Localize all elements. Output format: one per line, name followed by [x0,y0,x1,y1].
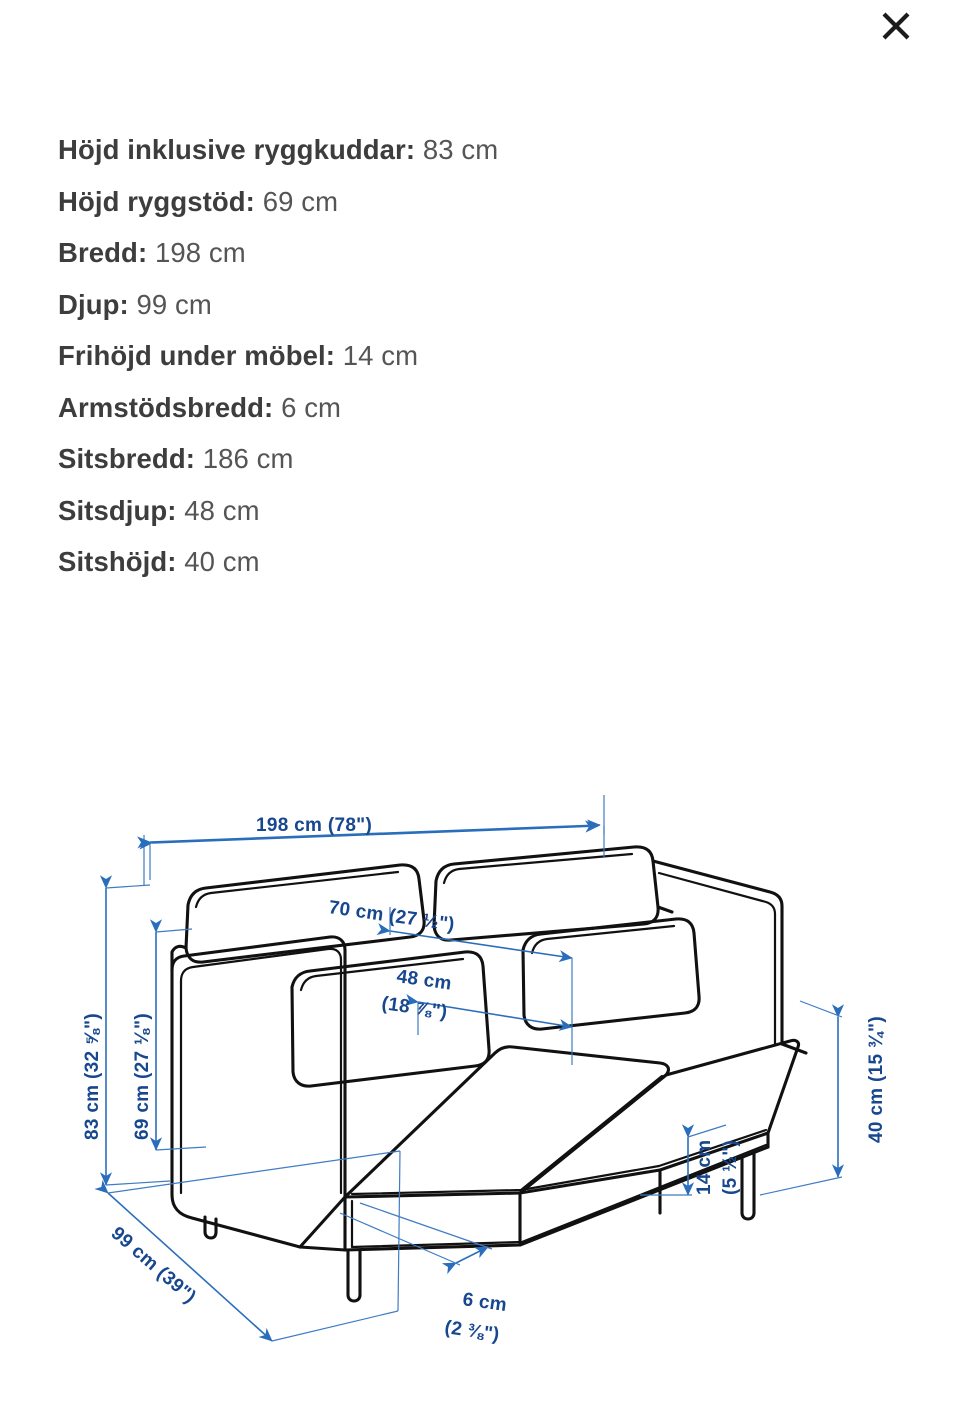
label-clearance-14-line2: (5 ½") [720,1139,741,1195]
label-height-69: 69 cm (27 ⅛") [132,1013,153,1140]
spec-label: Höjd ryggstöd: [58,185,255,217]
label-height-83: 83 cm (32 ⅝") [82,1013,103,1140]
spec-row [58,382,878,434]
label-depth-70: 70 cm (27 ½") [327,897,456,936]
label-armwidth-6-line1: 6 cm [461,1289,509,1317]
spec-row [58,330,878,382]
spec-row [58,485,878,537]
spec-value: 14 cm [342,340,419,371]
sofa-dimension-diagram [0,795,960,1395]
spec-value: 69 cm [262,185,339,217]
spec-label: Sitsbredd: [58,443,195,474]
label-clearance-14-line1: 14 cm [694,1139,715,1195]
spec-value: 40 cm [184,546,260,577]
spec-row [58,227,878,279]
label-depth-99: 99 cm (39") [106,1222,200,1308]
label-width-198: 198 cm (78") [256,815,373,836]
spec-row [58,536,878,588]
spec-row [58,433,878,485]
label-seatheight-40: 40 cm (15 ¾") [866,1016,887,1143]
spec-label: Sitshöjd: [58,546,177,577]
spec-label: Höjd inklusive ryggkuddar: [58,134,416,165]
spec-row [58,176,878,228]
spec-label: Frihöjd under möbel: [58,340,335,371]
spec-row [58,279,878,331]
close-icon [879,9,913,43]
label-seatdepth-48-line2: (18 ⅞") [380,993,449,1024]
label-armwidth-6-line2: (2 ⅜") [443,1317,501,1346]
dimension-labels [82,815,887,1346]
specification-list [58,124,878,588]
dimension-lines [106,795,842,1341]
spec-value: 198 cm [154,237,246,268]
spec-label: Sitsdjup: [58,494,177,526]
spec-value: 6 cm [281,391,342,423]
spec-label: Djup: [58,288,129,320]
spec-value: 83 cm [422,134,499,165]
sofa-outline [172,847,806,1301]
spec-value: 99 cm [136,288,212,320]
spec-value: 186 cm [202,443,294,474]
label-seatdepth-48-line1: 48 cm [395,966,454,995]
spec-label: Armstödsbredd: [58,391,274,423]
spec-value: 48 cm [184,494,260,526]
spec-row [58,124,878,176]
spec-label: Bredd: [58,237,148,268]
close-button[interactable] [866,0,926,52]
